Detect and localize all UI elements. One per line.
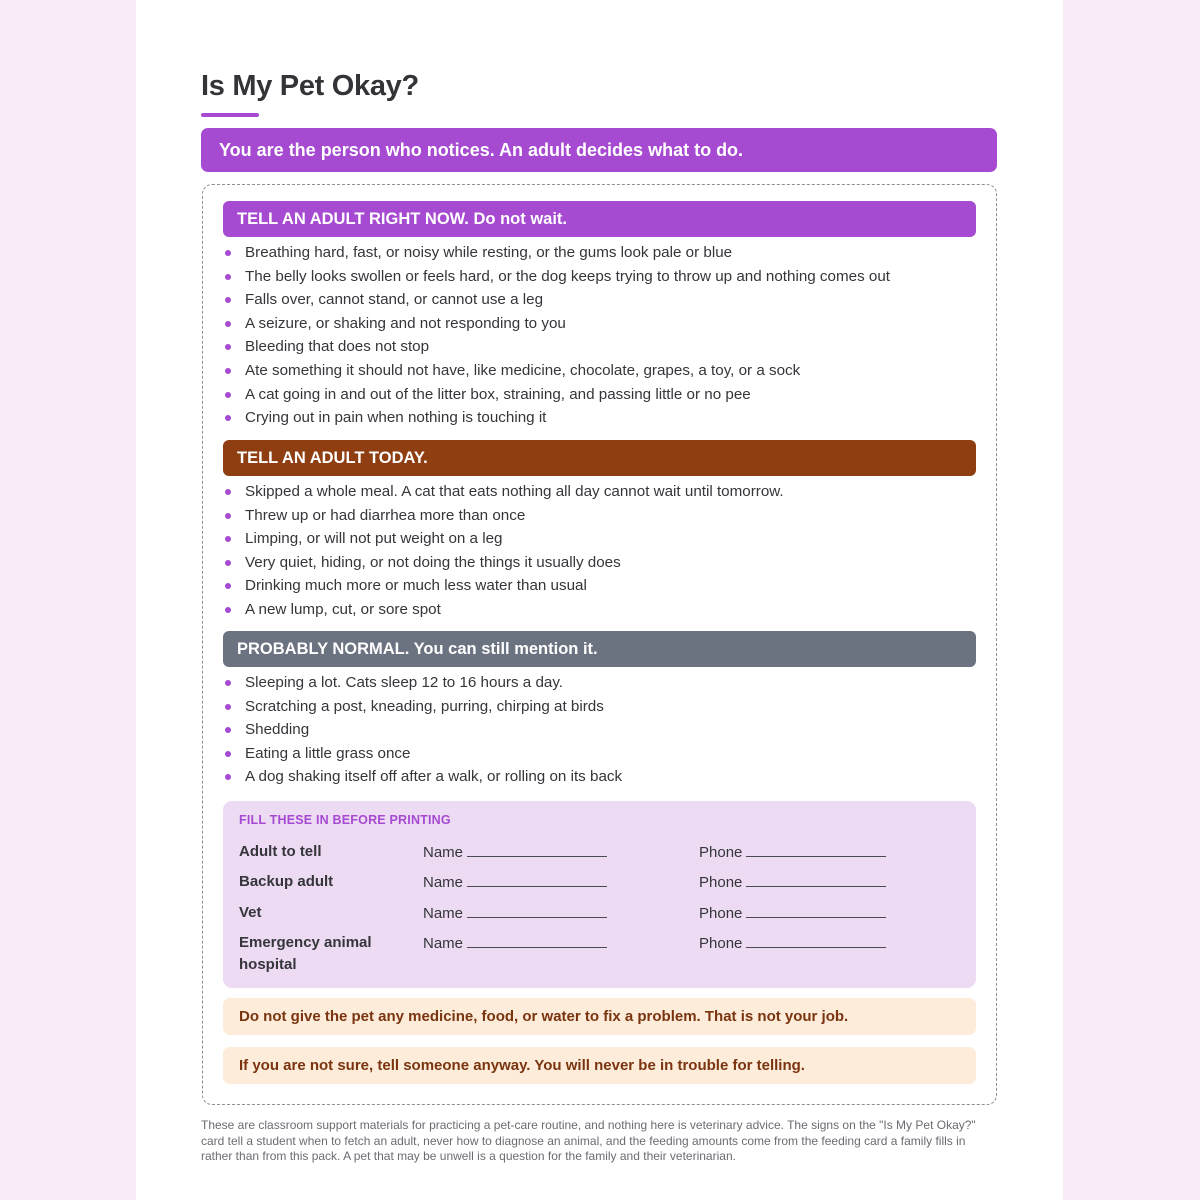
list-item: The belly looks swollen or feels hard, or the dog keeps trying to throw up and nothing comes out: [225, 265, 890, 289]
section-heading-right-now: [223, 201, 976, 237]
name-blank-line[interactable]: [467, 932, 607, 948]
contact-row: [223, 871, 976, 901]
contact-label: Vet: [239, 904, 262, 921]
list-item: Sleeping a lot. Cats sleep 12 to 16 hours a day.: [225, 671, 622, 695]
list-item: Breathing hard, fast, or noisy while resting, or the gums look pale or blue: [225, 241, 890, 265]
list-item: Bleeding that does not stop: [225, 335, 890, 359]
section-heading-rest: You can still mention it.: [413, 640, 598, 658]
list-item: Scratching a post, kneading, purring, chirping at birds: [225, 695, 622, 719]
list-item: Crying out in pain when nothing is touching it: [225, 406, 890, 430]
contacts-box: [223, 801, 976, 988]
contacts-title: FILL THESE IN BEFORE PRINTING: [239, 813, 451, 827]
list-item: A dog shaking itself off after a walk, or rolling on its back: [225, 765, 622, 789]
phone-blank-line[interactable]: [746, 902, 886, 918]
list-item: A cat going in and out of the litter box, straining, and passing little or no pee: [225, 383, 890, 407]
normal-list: [225, 671, 622, 789]
section-heading-strong: PROBABLY NORMAL.: [237, 640, 410, 658]
page-title: Is My Pet Okay?: [201, 70, 419, 102]
list-item: Skipped a whole meal. A cat that eats nothing all day cannot wait until tomorrow.: [225, 480, 784, 504]
name-field[interactable]: [423, 871, 607, 894]
warning-note-tell-someone: If you are not sure, tell someone anyway. You will never be in trouble for telling.: [223, 1047, 976, 1084]
section-heading-rest: Do not wait.: [473, 210, 567, 228]
list-item: Ate something it should not have, like medicine, chocolate, grapes, a toy, or a sock: [225, 359, 890, 383]
worksheet-page: [136, 0, 1063, 1200]
phone-label: Phone: [699, 874, 743, 891]
list-item: Very quiet, hiding, or not doing the things it usually does: [225, 551, 784, 575]
list-item: Threw up or had diarrhea more than once: [225, 504, 784, 528]
name-blank-line[interactable]: [467, 871, 607, 887]
name-label: Name: [423, 905, 464, 922]
contact-row: [223, 841, 976, 871]
contact-row: [223, 902, 976, 932]
phone-blank-line[interactable]: [746, 841, 886, 857]
list-item: Limping, or will not put weight on a leg: [225, 527, 784, 551]
contact-label: Adult to tell: [239, 843, 322, 860]
title-underline: [201, 113, 259, 117]
intro-banner: You are the person who notices. An adult decides what to do.: [201, 128, 997, 172]
section-heading-normal: [223, 631, 976, 667]
right-now-list: [225, 241, 890, 430]
list-item: Drinking much more or much less water than usual: [225, 574, 784, 598]
name-label: Name: [423, 874, 464, 891]
phone-field[interactable]: [699, 902, 886, 925]
disclaimer-text: These are classroom support materials for practicing a pet-care routine, and nothing here is veterinary advice. The signs on the "Is My Pet Okay?" card tell a student when to fetch an adult, never how to diagnose an animal, and the feeding amounts come from the feeding card a family fills in rather than from this pack. A pet that may be unwell is a question for the family and their veterinarian.: [201, 1118, 976, 1163]
phone-label: Phone: [699, 844, 743, 861]
name-blank-line[interactable]: [467, 841, 607, 857]
name-field[interactable]: [423, 841, 607, 864]
list-item: Shedding: [225, 718, 622, 742]
phone-label: Phone: [699, 905, 743, 922]
phone-blank-line[interactable]: [746, 871, 886, 887]
phone-field[interactable]: [699, 871, 886, 894]
phone-field[interactable]: [699, 841, 886, 864]
phone-field[interactable]: [699, 932, 886, 955]
contact-label: Backup adult: [239, 873, 334, 890]
section-heading-strong: TELL AN ADULT TODAY.: [237, 449, 428, 467]
name-blank-line[interactable]: [467, 902, 607, 918]
name-field[interactable]: [423, 932, 607, 955]
section-heading-today: [223, 440, 976, 476]
phone-label: Phone: [699, 935, 743, 952]
contact-label: Emergency animal hospital: [239, 934, 372, 973]
warning-note-medicine: Do not give the pet any medicine, food, or water to fix a problem. That is not your job.: [223, 998, 976, 1035]
list-item: A new lump, cut, or sore spot: [225, 598, 784, 622]
list-item: A seizure, or shaking and not responding to you: [225, 312, 890, 336]
phone-blank-line[interactable]: [746, 932, 886, 948]
signs-card: [202, 184, 997, 1105]
section-heading-strong: TELL AN ADULT RIGHT NOW.: [237, 210, 469, 228]
list-item: Eating a little grass once: [225, 742, 622, 766]
name-label: Name: [423, 935, 464, 952]
list-item: Falls over, cannot stand, or cannot use a leg: [225, 288, 890, 312]
contact-row: [223, 932, 976, 980]
today-list: [225, 480, 784, 622]
name-label: Name: [423, 844, 464, 861]
name-field[interactable]: [423, 902, 607, 925]
